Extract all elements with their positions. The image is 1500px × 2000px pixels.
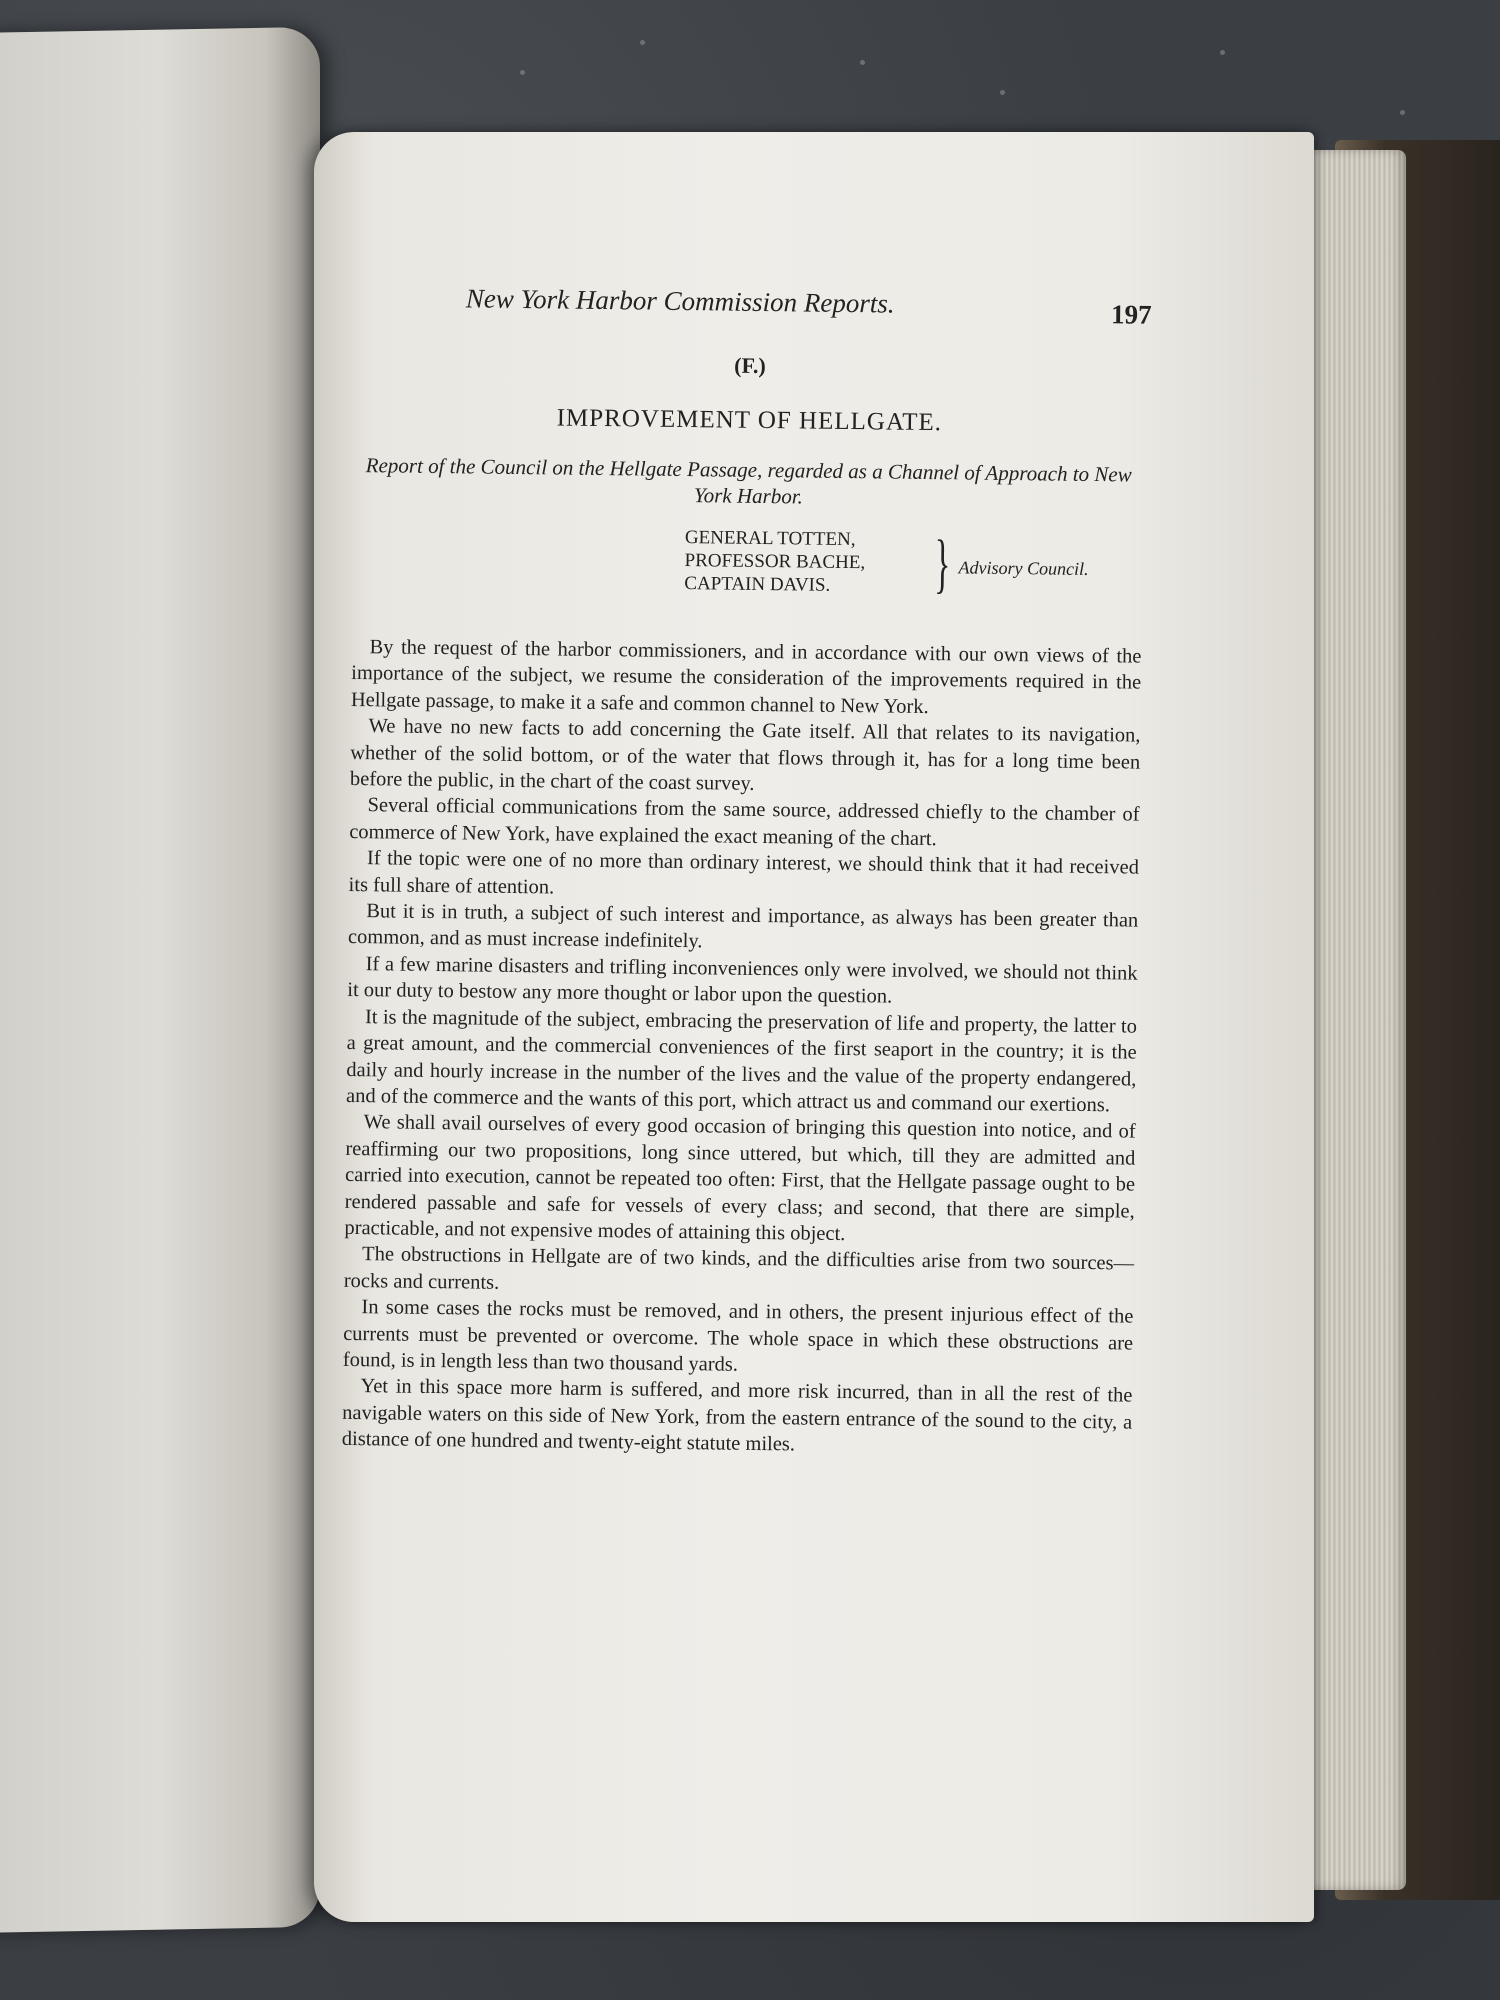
page-number: 197	[1110, 299, 1152, 330]
running-title: New York Harbor Commission Reports.	[465, 283, 895, 319]
page-text-block	[341, 282, 1152, 1462]
council-member: PROFESSOR BACHE,	[684, 550, 866, 574]
council-member: GENERAL TOTTEN,	[684, 527, 856, 551]
paragraph: It is the magnitude of the subject, embracing the preservation of life and property, the latter to a great amount, and the commercial conveniences of the first seaport in the country; it is the daily and hourly increase in the number of the lives and the value of the property endangered, and of the commerce and the wants of this port, which attract us and command our exertions.	[345, 1005, 1138, 1117]
paragraph: We have no new facts to add concerning the Gate itself. All that relates to its navigation, whether of the solid bottom, or of the water that flows through it, has for a long time been before the public, in the chart of the coast survey.	[349, 715, 1141, 795]
paragraph: By the request of the harbor commissioners, and in accordance with our own views of the importance of the subject, we resume the consideration of the improvements required in the Hellgate passage, to make it a safe and common channel to New York.	[350, 636, 1142, 718]
dust-speck	[860, 60, 865, 65]
council-members	[684, 526, 865, 597]
body-text	[342, 634, 1142, 1462]
paragraph: In some cases the rocks must be removed, and in others, the present injurious effect of the currents must be prevented or overcome. The whole space in which these obstructions are found, is in length less than two thousand yards.	[342, 1296, 1134, 1376]
report-subtitle: Report of the Council on the Hellgate Passage, regarded as a Channel of Approach to New York Harbor.	[365, 453, 1132, 509]
advisory-council-block	[352, 522, 1143, 618]
paragraph: The obstructions in Hellgate are of two kinds, and the difficulties arise from two sources—rocks and currents.	[343, 1243, 1135, 1294]
paragraph: We shall avail ourselves of every good occasion of bringing this question into notice, and of reaffirming our two propositions, long since uttered, but which, till they are admitted and carried into execution, cannot be repeated too often: First, that the Hellgate passage ought to be rendered passable and safe for vessels of every class; and second, that there are simple, practicable, and not expensive modes of attaining this object.	[344, 1111, 1136, 1245]
council-role: Advisory Council.	[958, 557, 1089, 579]
dust-speck	[520, 70, 525, 75]
paragraph: Yet in this space more harm is suffered, and more risk incurred, than in all the rest of the navigable waters on this side of New York, from the eastern entrance of the sound to the city, a distance of one hundred and twenty-eight statute miles.	[341, 1375, 1133, 1456]
dust-speck	[1400, 110, 1405, 115]
paragraph: If the topic were one of no more than ordinary interest, we should think that it had received its full share of attention.	[348, 847, 1140, 899]
paragraph: But it is in truth, a subject of such interest and importance, as always has been greater than common, and as must increase indefinitely.	[347, 900, 1139, 953]
dust-speck	[640, 40, 645, 45]
running-head	[355, 282, 1152, 352]
section-label: (F.)	[734, 352, 766, 379]
council-member: CAPTAIN DAVIS.	[684, 573, 831, 596]
right-brace-glyph: }	[934, 527, 951, 601]
paragraph: If a few marine disasters and trifling inconveniences only were involved, we should not think it our duty to bestow any more thought or labor upon the question.	[347, 953, 1138, 1008]
dust-speck	[1000, 90, 1005, 95]
paragraph: Several official communications from the same source, addressed chiefly to the chamber of commerce of New York, have explained the exact meaning of the chart.	[349, 794, 1140, 850]
left-page-bleedthrough	[150, 167, 290, 169]
dust-speck	[1220, 50, 1225, 55]
page-heading: IMPROVEMENT OF HELLGATE.	[556, 404, 943, 437]
book-page	[314, 132, 1314, 1922]
left-page	[0, 27, 320, 1933]
